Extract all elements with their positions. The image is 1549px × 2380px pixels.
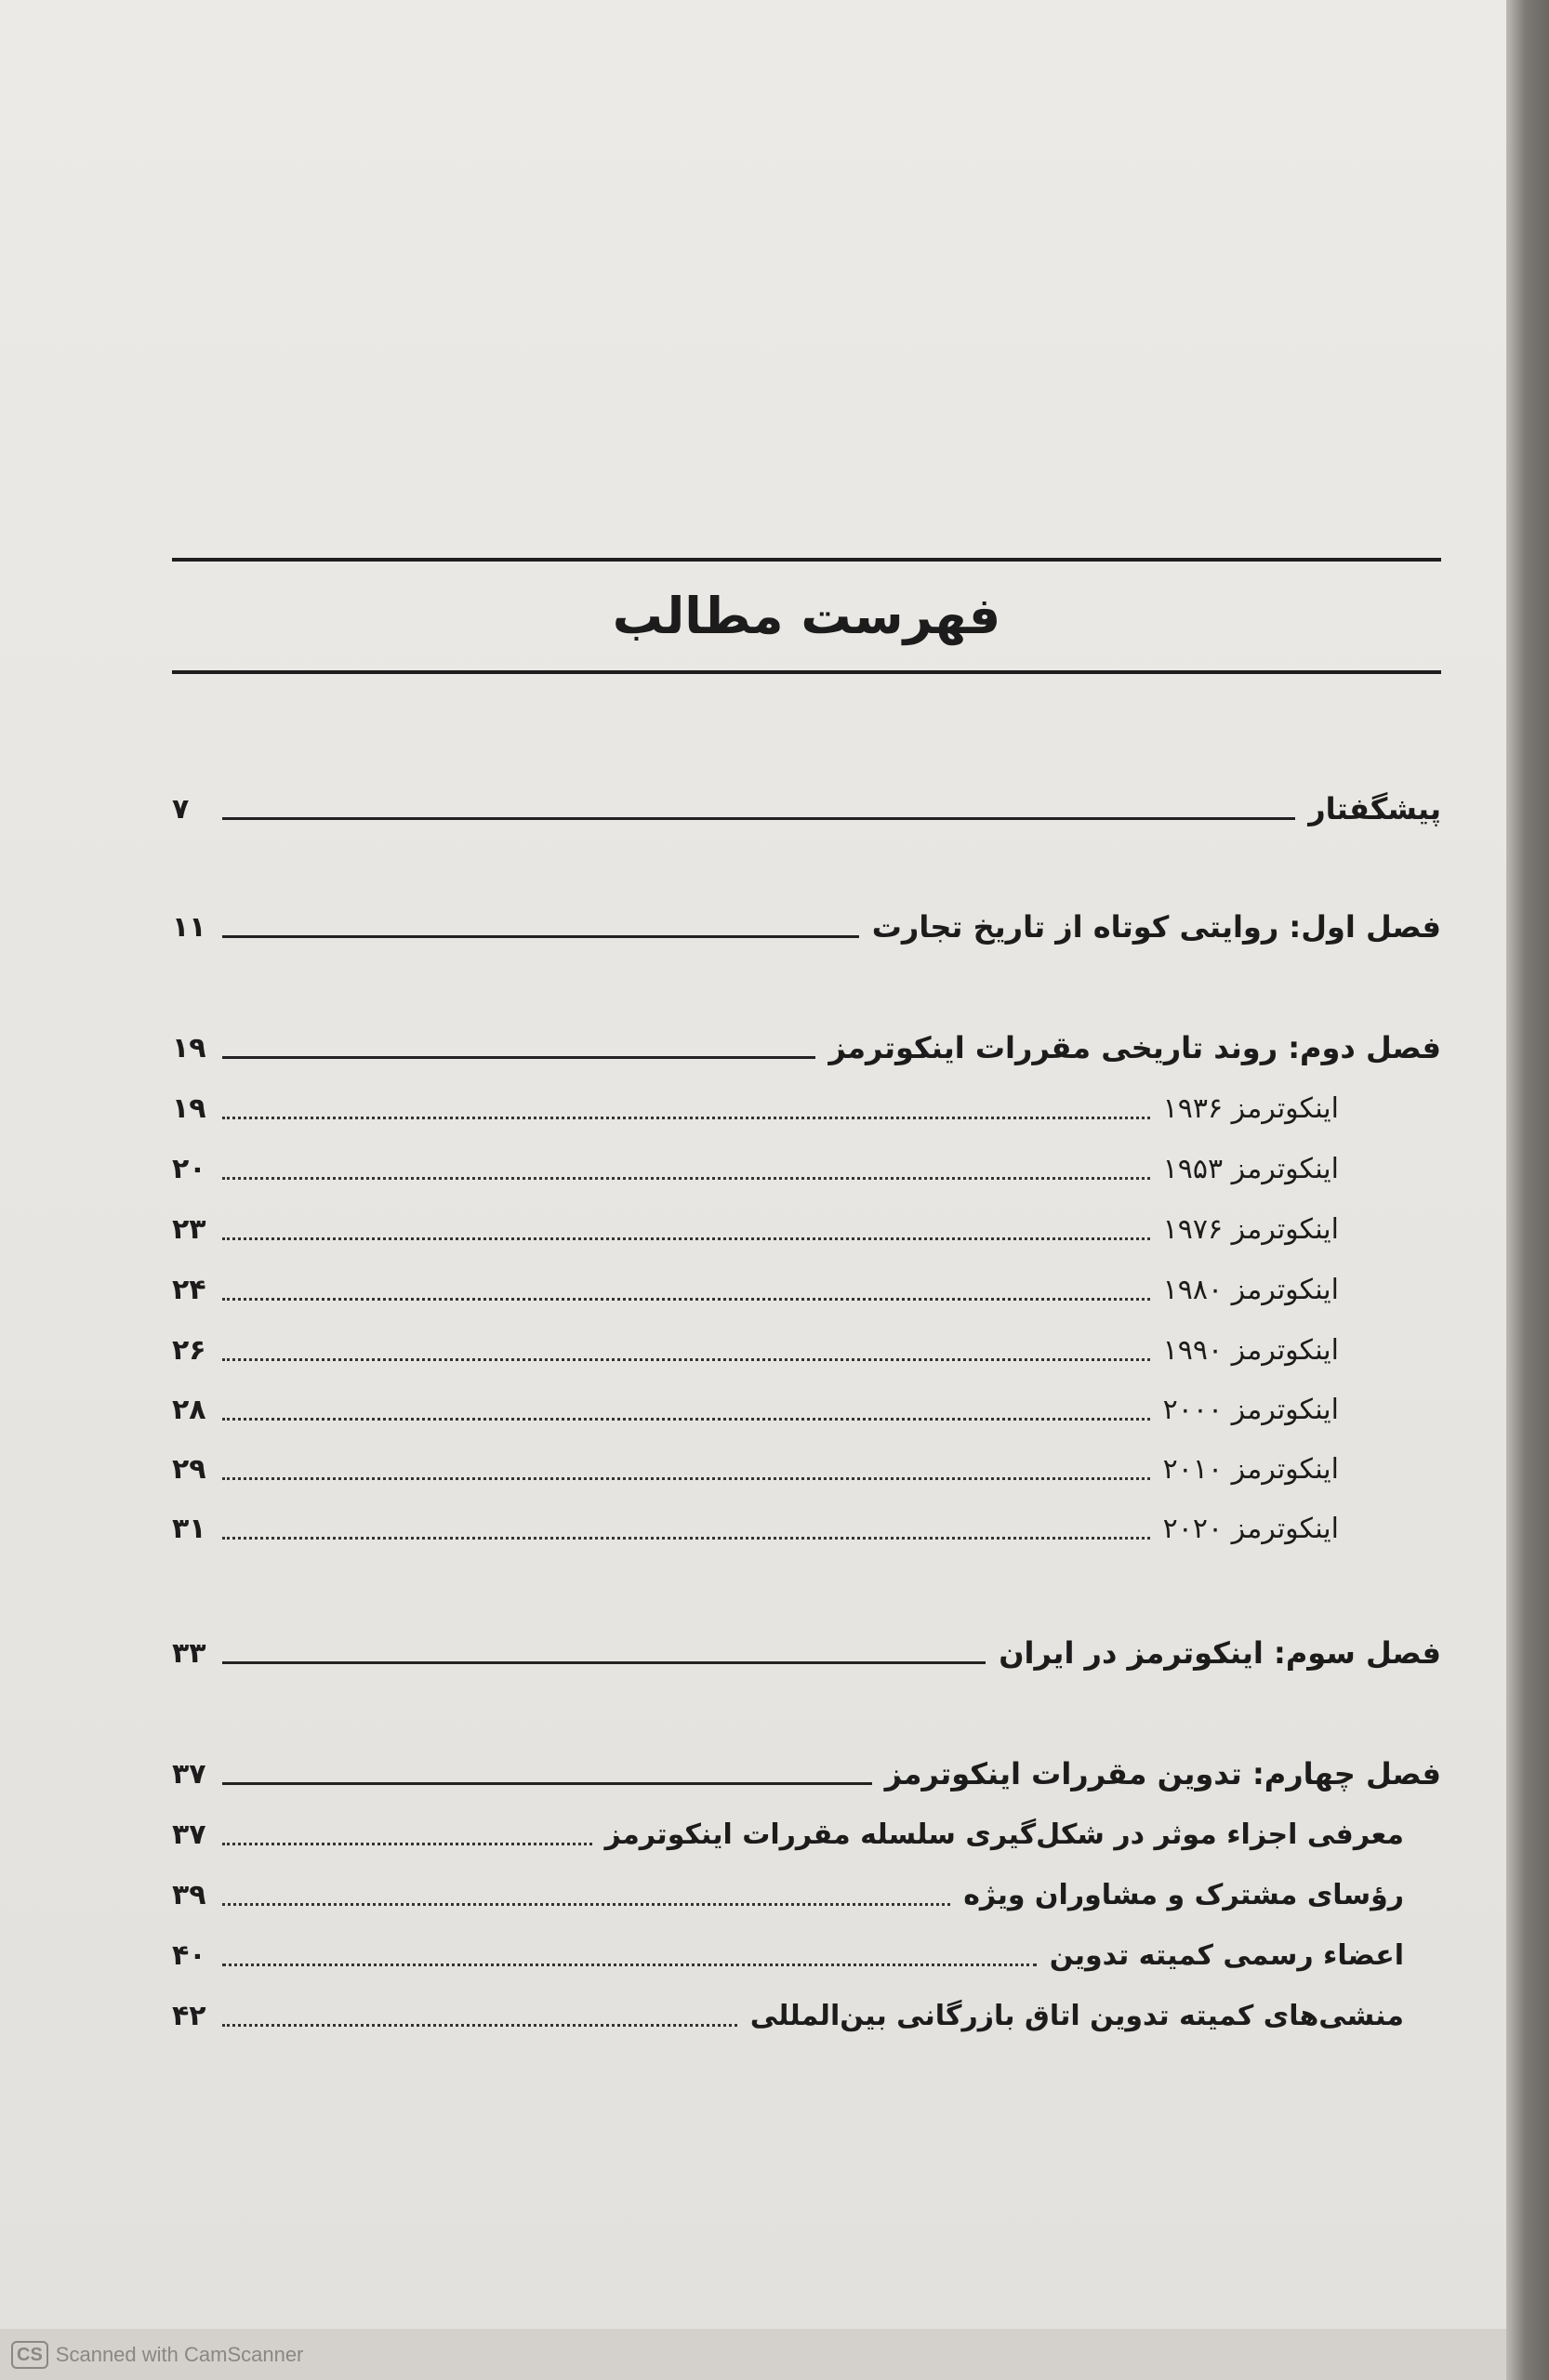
toc-entry-label: اینکوترمز ۲۰۰۰ [1162, 1393, 1339, 1426]
toc-page-number: ۲۹ [172, 1452, 206, 1486]
dotted-leader [222, 1177, 1150, 1180]
toc-entry-chapter-3 [172, 1625, 1441, 1681]
toc-entry-components [172, 1806, 1441, 1862]
dotted-leader [222, 1358, 1150, 1361]
dotted-leader [222, 1237, 1150, 1240]
toc-entry-label: معرفی اجزاء موثر در شکل‌گیری سلسله مقررات اینکوترمز [604, 1818, 1404, 1851]
toc-entry-chapter-2 [172, 1020, 1441, 1076]
page-edge-shadow [1506, 0, 1549, 2380]
scanner-text: Scanned with CamScanner [55, 2343, 304, 2366]
toc-entry-chapter-1 [172, 899, 1441, 955]
toc-entry-incoterms-1990 [172, 1322, 1441, 1378]
table-of-contents [172, 558, 1441, 2032]
toc-entry-label: فصل سوم: اینکوترمز در ایران [999, 1635, 1441, 1671]
toc-entry-incoterms-1976 [172, 1201, 1441, 1257]
leader-line [222, 935, 859, 938]
toc-entry-secretaries [172, 1988, 1441, 2043]
toc-entry-label: اینکوترمز ۱۹۹۰ [1162, 1333, 1339, 1367]
toc-entry-chapter-4 [172, 1746, 1441, 1802]
dotted-leader [222, 2024, 737, 2027]
toc-page-number: ۳۹ [172, 1878, 206, 1911]
dotted-leader [222, 1537, 1150, 1540]
toc-entry-incoterms-1953 [172, 1141, 1441, 1197]
toc-page-number: ۳۱ [172, 1512, 206, 1545]
toc-entry-label: اینکوترمز ۲۰۲۰ [1162, 1512, 1339, 1545]
toc-entry-preface [172, 781, 1441, 837]
toc-entry-label: اینکوترمز ۱۹۸۰ [1162, 1273, 1339, 1306]
toc-page-number: ۴۰ [172, 1938, 206, 1972]
toc-entry-incoterms-2000 [172, 1382, 1441, 1437]
dotted-leader [222, 1477, 1150, 1480]
toc-entry-members [172, 1927, 1441, 1983]
toc-entry-label: اینکوترمز ۱۹۳۶ [1162, 1091, 1339, 1125]
toc-page-number: ۲۸ [172, 1393, 206, 1426]
toc-page-number: ۱۱ [172, 910, 206, 944]
toc-entry-incoterms-2010 [172, 1441, 1441, 1497]
toc-page-number: ۳۷ [172, 1757, 206, 1791]
dotted-leader [222, 1117, 1150, 1119]
bottom-rule [172, 670, 1441, 674]
toc-entry-label: اینکوترمز ۱۹۵۳ [1162, 1152, 1339, 1185]
toc-page-number: ۲۶ [172, 1333, 206, 1367]
toc-entry-label: اینکوترمز ۲۰۱۰ [1162, 1452, 1339, 1486]
leader-line [222, 1661, 986, 1664]
toc-entry-label: اعضاء رسمی کمیته تدوین [1049, 1938, 1404, 1972]
toc-entry-label: پیشگفتار [1308, 791, 1441, 826]
toc-entry-label: فصل چهارم: تدوین مقررات اینکوترمز [884, 1756, 1441, 1792]
toc-entry-label: منشی‌های کمیته تدوین اتاق بازرگانی بین‌المللی [749, 1999, 1404, 2032]
toc-entry-label: فصل اول: روایتی کوتاه از تاریخ تجارت [871, 909, 1441, 945]
camscanner-icon: CS [11, 2341, 48, 2369]
toc-entry-incoterms-1980 [172, 1262, 1441, 1317]
toc-page-number: ۷ [172, 792, 190, 826]
toc-entry-incoterms-2020 [172, 1501, 1441, 1556]
toc-page-number: ۳۳ [172, 1636, 206, 1670]
dotted-leader [222, 1418, 1150, 1421]
scanner-watermark [11, 2341, 303, 2369]
toc-entry-label: اینکوترمز ۱۹۷۶ [1162, 1212, 1339, 1246]
toc-page-number: ۱۹ [172, 1091, 206, 1125]
toc-entry-label: رؤسای مشترک و مشاوران ویژه [963, 1878, 1404, 1911]
toc-entry-label: فصل دوم: روند تاریخی مقررات اینکوترمز [828, 1030, 1441, 1065]
leader-line [222, 1782, 872, 1785]
toc-page-number: ۳۷ [172, 1818, 206, 1851]
toc-page-number: ۲۰ [172, 1152, 206, 1185]
toc-entry-incoterms-1936 [172, 1080, 1441, 1136]
toc-page-number: ۲۳ [172, 1212, 206, 1246]
leader-line [222, 1056, 815, 1059]
dotted-leader [222, 1843, 592, 1845]
toc-page-number: ۱۹ [172, 1031, 206, 1064]
toc-page-number: ۴۲ [172, 1999, 206, 2032]
leader-line [222, 817, 1295, 820]
toc-page-number: ۲۴ [172, 1273, 206, 1306]
dotted-leader [222, 1903, 950, 1906]
page-title: فهرست مطالب [612, 587, 1001, 645]
dotted-leader [222, 1964, 1037, 1966]
toc-entry-co-chairs [172, 1867, 1441, 1923]
dotted-leader [222, 1298, 1150, 1301]
